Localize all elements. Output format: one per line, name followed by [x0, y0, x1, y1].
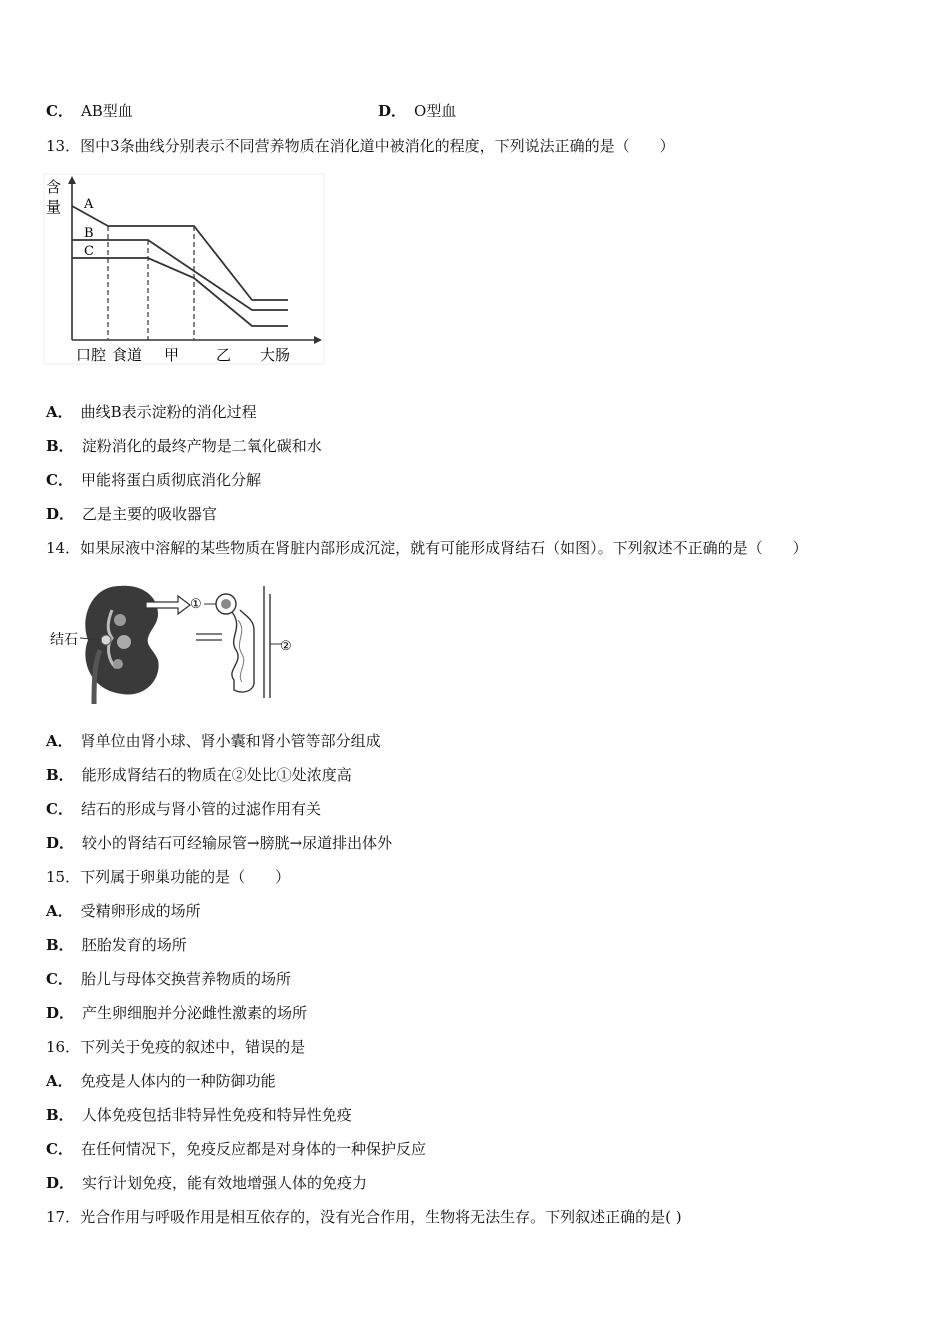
option-text: 免疫是人体内的一种防御功能	[80, 1072, 276, 1090]
option-text: 胎儿与母体交换营养物质的场所	[80, 970, 291, 988]
option-label: B．	[46, 936, 74, 954]
q13-option-a	[46, 402, 257, 422]
option-text: 产生卵细胞并分泌雌性激素的场所	[82, 1004, 308, 1022]
option-text: 结石的形成与肾小管的过滤作用有关	[80, 800, 321, 818]
q15-option-d	[46, 1003, 307, 1023]
x-label-yi: 乙	[216, 346, 232, 364]
option-label: C．	[46, 1140, 73, 1158]
option-text: 肾单位由肾小球、肾小囊和肾小管等部分组成	[80, 732, 381, 750]
option-label: B．	[46, 1106, 74, 1124]
q15-option-b	[46, 935, 187, 955]
calyx-2	[117, 635, 131, 649]
q14-option-d	[46, 833, 392, 853]
q12-option-d	[378, 101, 456, 121]
y-axis-label-2: 量	[46, 198, 62, 216]
glomerulus-core	[221, 599, 231, 609]
option-label: C．	[46, 102, 73, 120]
x-axis-arrow	[314, 336, 322, 344]
option-label: B．	[46, 766, 74, 784]
option-label: A．	[46, 1072, 73, 1090]
calyx-1	[114, 614, 126, 626]
option-text: 较小的肾结石可经输尿管→膀胱→尿道排出体外	[82, 834, 393, 852]
q14-stem: 14．如果尿液中溶解的某些物质在肾脏内部形成沉淀，就有可能形成肾结石（如图）。下列叙述不正确的是（ ）	[46, 539, 808, 557]
option-label: D．	[46, 505, 75, 523]
q16-option-c	[46, 1139, 426, 1159]
y-axis-arrow	[68, 176, 76, 184]
option-label: D．	[46, 834, 75, 852]
q13-option-c	[46, 470, 261, 490]
q16-stem: 16．下列关于免疫的叙述中，错误的是	[46, 1038, 306, 1056]
renal-tubule	[232, 610, 254, 692]
option-text: AB型血	[80, 102, 133, 120]
option-text: 受精卵形成的场所	[80, 902, 201, 920]
q13-option-b	[46, 436, 322, 456]
option-label: C．	[46, 970, 73, 988]
capillary-network	[238, 620, 244, 682]
x-label-jia: 甲	[164, 346, 180, 364]
option-text: 曲线B表示淀粉的消化过程	[80, 403, 257, 421]
q13-option-d	[46, 504, 217, 524]
option-label: C．	[46, 471, 73, 489]
q14-option-a	[46, 731, 381, 751]
marker-2: ②	[280, 639, 292, 654]
y-axis-label-1: 含	[46, 178, 62, 196]
kidney-stone-figure	[50, 580, 310, 705]
option-text: 能形成肾结石的物质在②处比①处浓度高	[81, 766, 352, 784]
option-text: 胚胎发育的场所	[81, 936, 187, 954]
curve-c	[72, 258, 288, 326]
q16-option-d	[46, 1173, 367, 1193]
q13-stem: 13．图中3条曲线分别表示不同营养物质在消化道中被消化的程度，下列说法正确的是（ ）	[46, 137, 675, 155]
q14-option-c	[46, 799, 321, 819]
option-label: D．	[46, 1004, 75, 1022]
option-label: D．	[378, 102, 407, 120]
option-label: D．	[46, 1174, 75, 1192]
marker-1: ①	[190, 597, 202, 612]
option-text: 人体免疫包括非特异性免疫和特异性免疫	[81, 1106, 352, 1124]
option-label: A．	[46, 732, 73, 750]
q15-option-c	[46, 969, 291, 989]
q16-option-a	[46, 1071, 276, 1091]
option-label: A．	[46, 403, 73, 421]
curve-a	[72, 206, 288, 300]
option-text: 甲能将蛋白质彻底消化分解	[80, 471, 261, 489]
q15-option-a	[46, 901, 201, 921]
option-text: 淀粉消化的最终产物是二氧化碳和水	[81, 437, 322, 455]
q15-stem: 15．下列属于卵巢功能的是（ ）	[46, 868, 291, 886]
q12-option-c	[46, 101, 133, 121]
x-label-mouth: 口腔	[76, 346, 107, 364]
digestion-curve-figure	[40, 170, 330, 370]
option-text: 实行计划免疫，能有效地增强人体的免疫力	[82, 1174, 368, 1192]
q16-option-b	[46, 1105, 352, 1125]
stone-shape	[101, 635, 111, 645]
x-label-large-intestine: 大肠	[260, 346, 291, 364]
curve-c-label: C	[84, 244, 94, 259]
option-label: A．	[46, 902, 73, 920]
stone-label: 结石	[50, 632, 78, 648]
option-label: B．	[46, 437, 74, 455]
option-text: O型血	[414, 102, 457, 120]
x-label-esophagus: 食道	[112, 346, 143, 364]
option-text: 在任何情况下，免疫反应都是对身体的一种保护反应	[80, 1140, 426, 1158]
q17-stem: 17．光合作用与呼吸作用是相互依存的，没有光合作用，生物将无法生存。下列叙述正确的是( )	[46, 1208, 682, 1226]
option-text: 乙是主要的吸收器官	[82, 505, 218, 523]
curve-a-label: A	[84, 197, 94, 212]
option-label: C．	[46, 800, 73, 818]
calyx-3	[113, 659, 123, 669]
q14-option-b	[46, 765, 352, 785]
curve-b-label: B	[84, 226, 94, 241]
